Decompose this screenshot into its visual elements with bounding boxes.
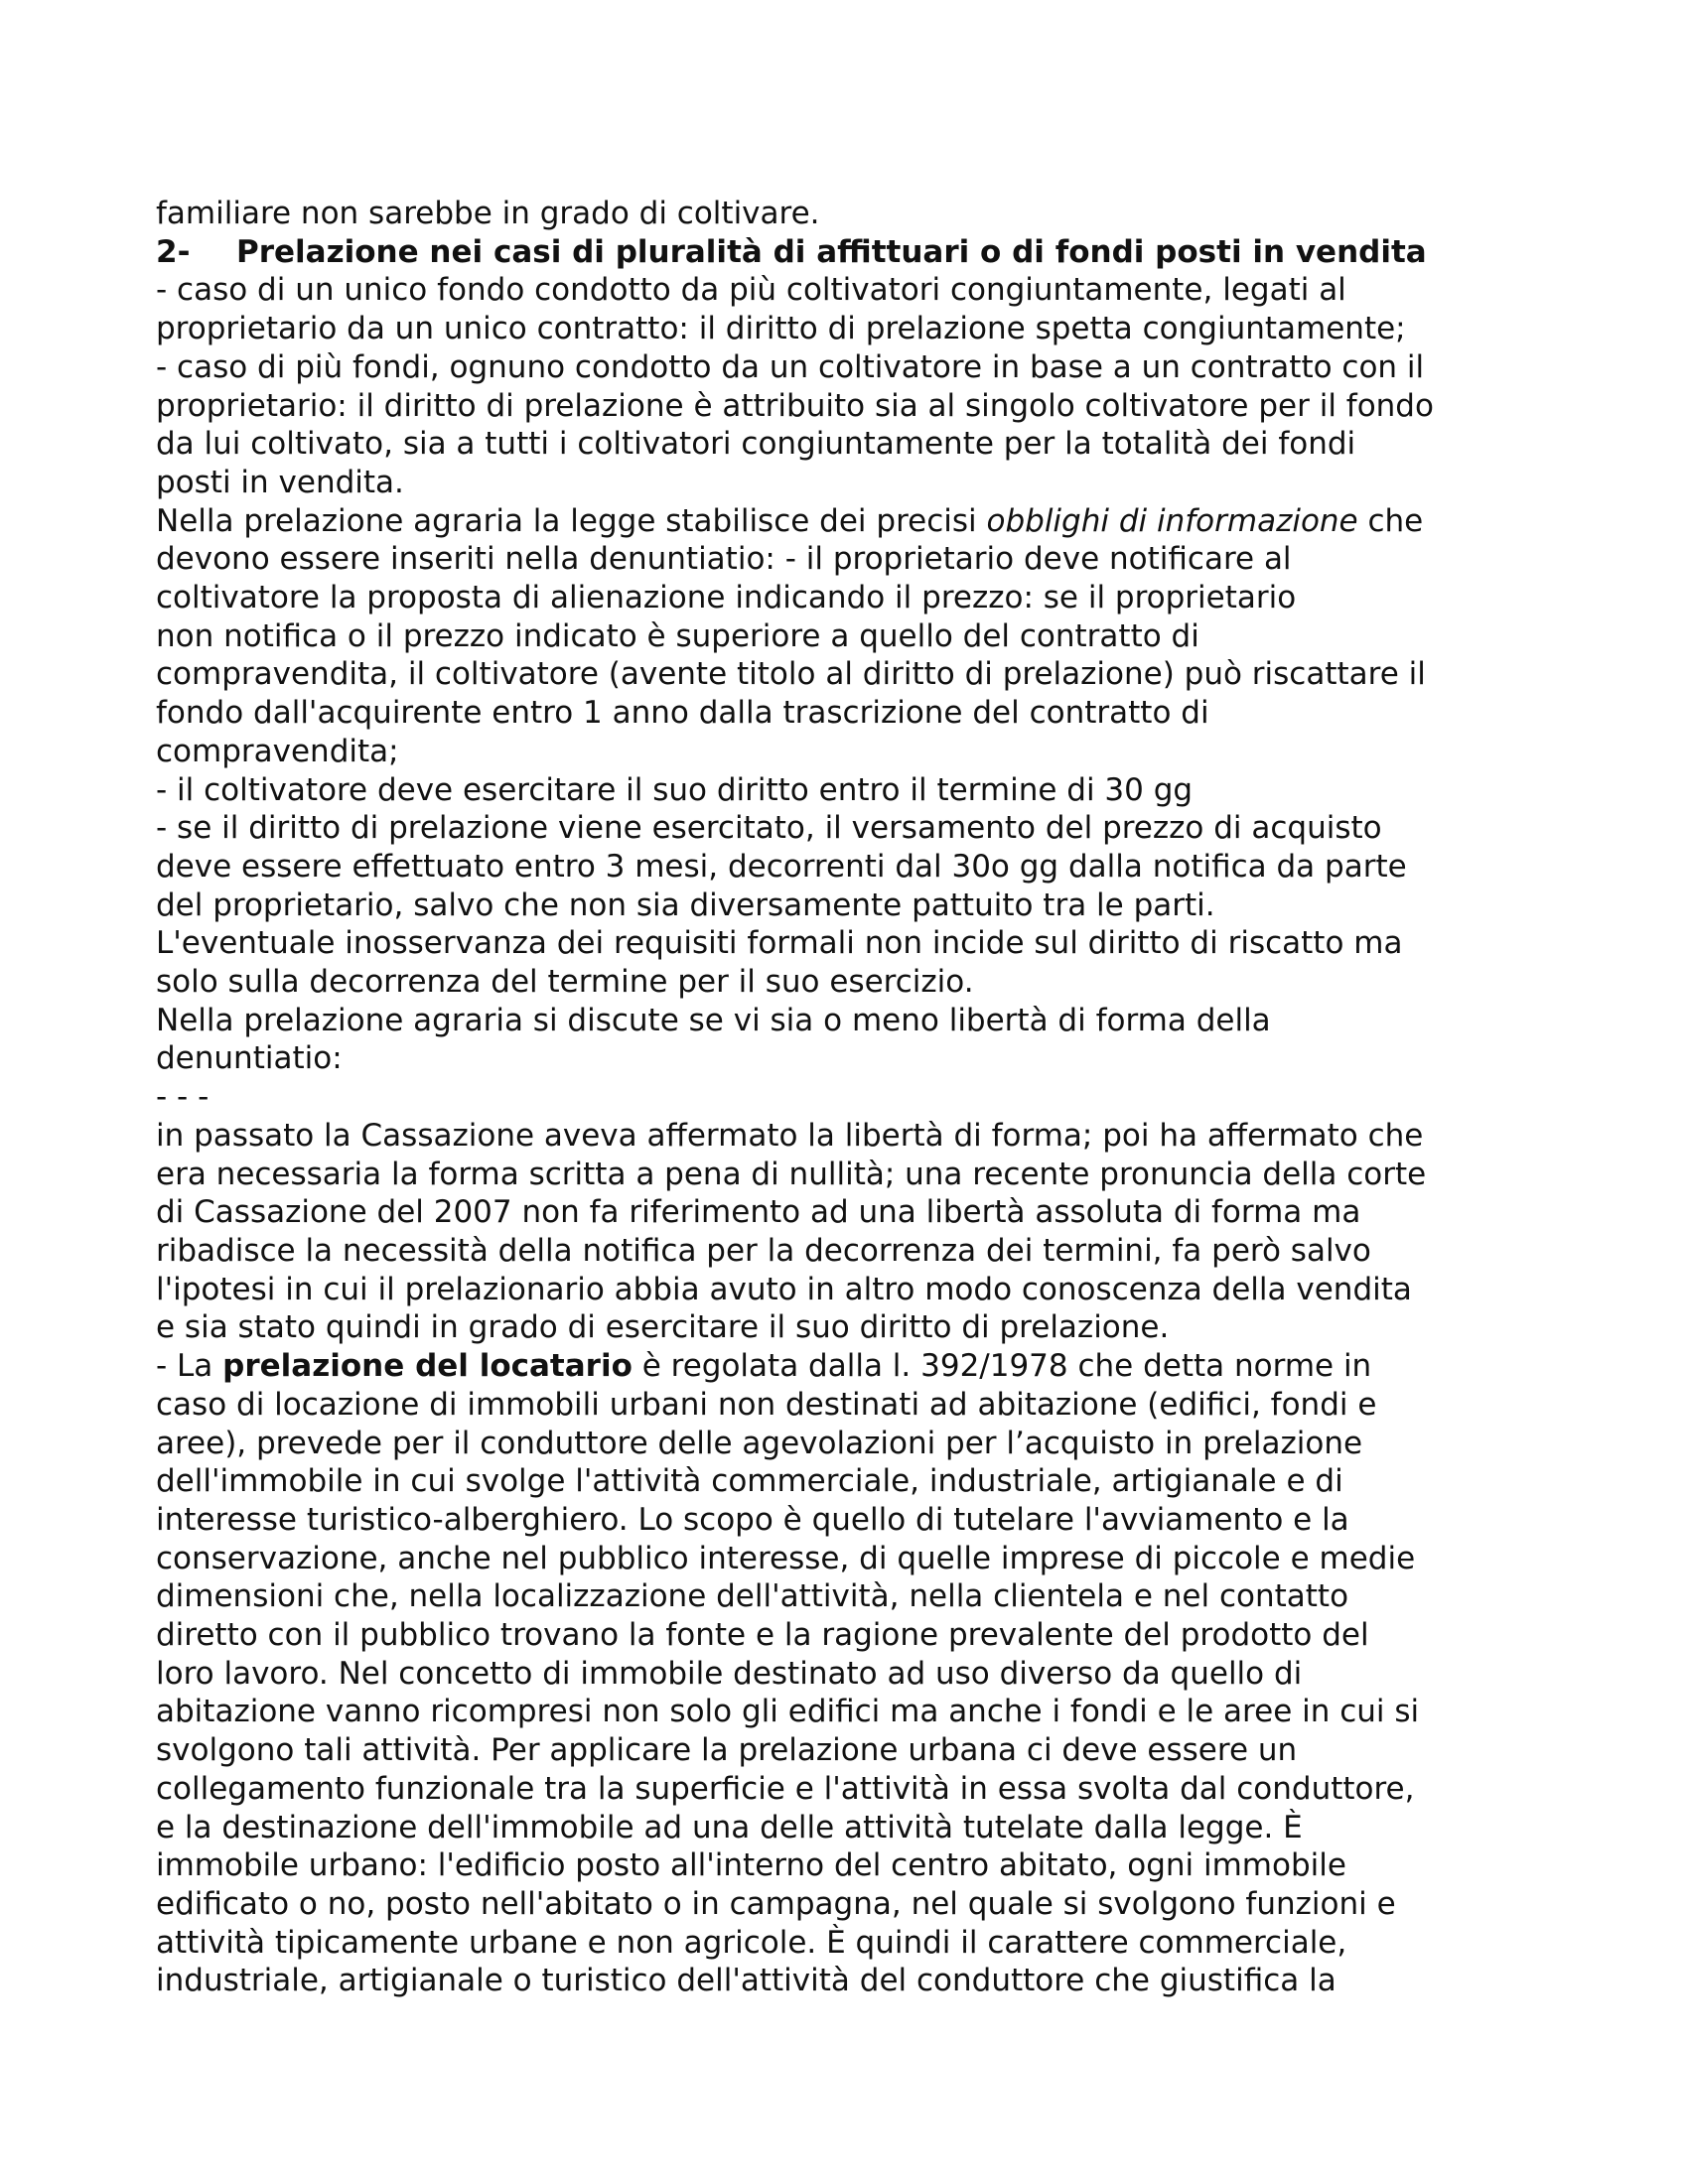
text-line: e la destinazione dell'immobile ad una delle attività tutelate dalla legge. È xyxy=(156,1809,1303,1845)
text-line: da lui coltivato, sia a tutti i coltivatori congiuntamente per la totalità dei fondi xyxy=(156,426,1356,463)
text-line: l'ipotesi in cui il prelazionario abbia avuto in altro modo conoscenza della vendita xyxy=(156,1271,1412,1307)
text-line: - caso di un unico fondo condotto da più coltivatori congiuntamente, legati al xyxy=(156,272,1346,309)
text-line: e sia stato quindi in grado di esercitare il suo diritto di prelazione. xyxy=(156,1309,1170,1346)
text-line: dell'immobile in cui svolge l'attività commerciale, industriale, artigianale e di xyxy=(156,1463,1343,1500)
text-line: posti in vendita. xyxy=(156,464,404,500)
text-line: non notifica o il prezzo indicato è superiore a quello del contratto di xyxy=(156,617,1199,654)
text-line: abitazione vanno ricompresi non solo gli edifici ma anche i fondi e le aree in cui si xyxy=(156,1694,1420,1730)
section-title: Prelazione nei casi di pluralità di affittuari o di fondi posti in vendita xyxy=(236,233,1427,270)
text-line: - se il diritto di prelazione viene esercitato, il versamento del prezzo di acquisto xyxy=(156,810,1382,847)
text-line: deve essere effettuato entro 3 mesi, decorrenti dal 30o gg dalla notifica da parte xyxy=(156,848,1407,885)
text-line: dimensioni che, nella localizzazione dell'attività, nella clientela e nel contatto xyxy=(156,1578,1349,1615)
body-text xyxy=(156,195,1546,2000)
text-line: Nella prelazione agraria si discute se vi sia o meno libertà di forma della xyxy=(156,1002,1271,1038)
text-line: in passato la Cassazione aveva affermato la libertà di forma; poi ha affermato che xyxy=(156,1117,1424,1154)
text-line: diretto con il pubblico trovano la fonte e la ragione prevalente del prodotto del xyxy=(156,1617,1369,1654)
text-line: compravendita, il coltivatore (avente titolo al diritto di prelazione) può riscattare il xyxy=(156,656,1426,693)
info-post: che xyxy=(1357,502,1424,539)
text-line: loro lavoro. Nel concetto di immobile destinato ad uso diverso da quello di xyxy=(156,1655,1303,1692)
text-line: - - - xyxy=(156,1079,210,1116)
section-number: 2- xyxy=(156,233,191,270)
text-line: attività tipicamente urbane e non agricole. È quindi il carattere commerciale, xyxy=(156,1924,1347,1961)
text-line: era necessaria la forma scritta a pena di nullità; una recente pronuncia della corte xyxy=(156,1156,1427,1192)
text-line: L'eventuale inosservanza dei requisiti formali non incide sul diritto di riscatto ma xyxy=(156,925,1403,962)
text-line: collegamento funzionale tra la superficie e l'attività in essa svolta dal conduttore, xyxy=(156,1770,1415,1807)
intro-line: familiare non sarebbe in grado di coltivare. xyxy=(156,196,820,231)
text-line: - il coltivatore deve esercitare il suo diritto entro il termine di 30 gg xyxy=(156,771,1194,808)
locatario-post: è regolata dalla l. 392/1978 che detta norme in xyxy=(632,1348,1372,1385)
text-line: ribadisce la necessità della notifica per la decorrenza dei termini, fa però salvo xyxy=(156,1232,1371,1269)
text-line: di Cassazione del 2007 non fa riferimento ad una libertà assoluta di forma ma xyxy=(156,1194,1361,1231)
info-obligations-line xyxy=(156,502,1546,541)
text-line: fondo dall'acquirente entro 1 anno dalla trascrizione del contratto di xyxy=(156,695,1209,732)
locatario-pre: - La xyxy=(156,1348,223,1385)
plurality-cases xyxy=(156,271,1546,501)
locatario-line xyxy=(156,1347,1546,1386)
text-line: devono essere inseriti nella denuntiatio: - il proprietario deve notificare al xyxy=(156,541,1292,578)
text-line: immobile urbano: l'edificio posto all'interno del centro abitato, ogni immobile xyxy=(156,1847,1346,1884)
locatario-bold: prelazione del locatario xyxy=(222,1348,633,1385)
text-line: industriale, artigianale o turistico dell'attività del conduttore che giustifica la xyxy=(156,1963,1336,1999)
text-line: proprietario: il diritto di prelazione è attribuito sia al singolo coltivatore per il fondo xyxy=(156,387,1434,424)
text-line: coltivatore la proposta di alienazione indicando il prezzo: se il proprietario xyxy=(156,580,1297,616)
text-line: denuntiatio: xyxy=(156,1040,343,1077)
text-line: conservazione, anche nel pubblico interesse, di quelle imprese di piccole e medie xyxy=(156,1540,1416,1576)
text-line: del proprietario, salvo che non sia diversamente pattuito tra le parti. xyxy=(156,887,1215,923)
info-pre: Nella prelazione agraria la legge stabilisce dei precisi xyxy=(156,502,987,539)
locatario-block xyxy=(156,1386,1546,2000)
text-line: edificato o no, posto nell'abitato o in campagna, nel quale si svolgono funzioni e xyxy=(156,1885,1396,1922)
text-line: interesse turistico-alberghiero. Lo scopo è quello di tutelare l'avviamento e la xyxy=(156,1501,1349,1538)
text-line: aree), prevede per il conduttore delle agevolazioni per l’acquisto in prelazione xyxy=(156,1425,1363,1461)
text-line: svolgono tali attività. Per applicare la prelazione urbana ci deve essere un xyxy=(156,1732,1298,1769)
text-line: compravendita; xyxy=(156,733,399,769)
info-italic: obblighi di informazione xyxy=(986,502,1358,539)
text-line: caso di locazione di immobili urbani non destinati ad abitazione (edifici, fondi e xyxy=(156,1386,1377,1423)
text-line: solo sulla decorrenza del termine per il suo esercizio. xyxy=(156,964,974,1001)
obligations-block xyxy=(156,540,1546,1347)
text-line: - caso di più fondi, ognuno condotto da un coltivatore in base a un contratto con il xyxy=(156,348,1425,385)
section-heading xyxy=(156,233,1546,272)
text-line: proprietario da un unico contratto: il diritto di prelazione spetta congiuntamente; xyxy=(156,311,1406,347)
